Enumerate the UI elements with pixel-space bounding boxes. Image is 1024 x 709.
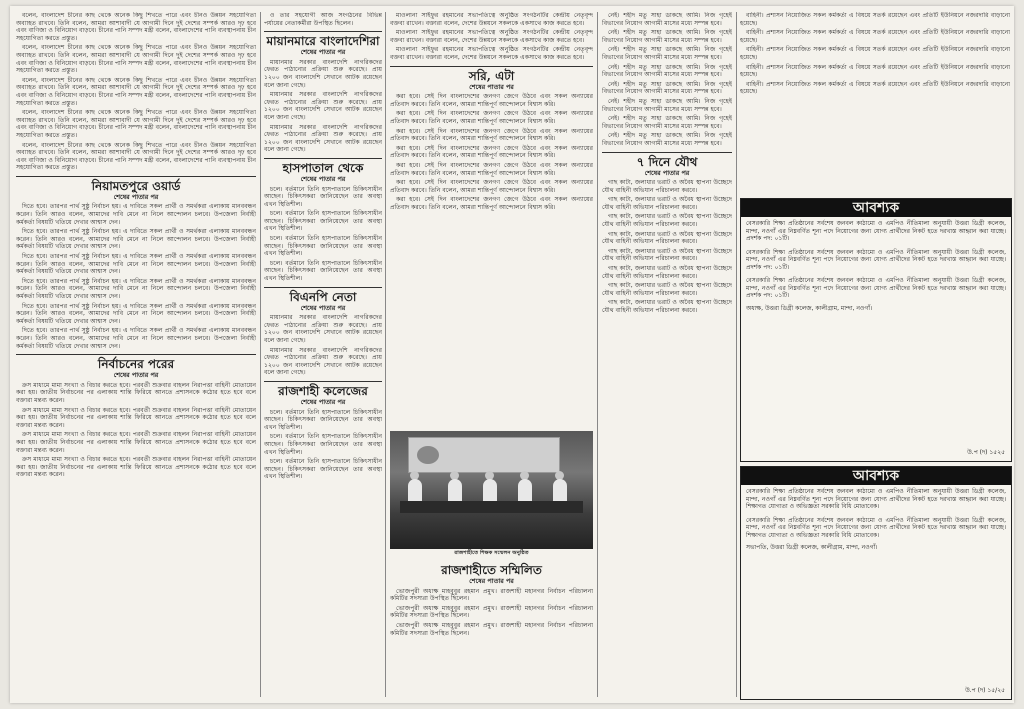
ad-body: বেসরকারি শিক্ষা প্রতিষ্ঠানের সর্বশেষ জনবল কাঠামো ও এমপিও নীতিমালা অনুযায়ী উত্তরা ডিগ্রী কলেজ, মান্দা, নওগাঁ এর নিম্নবর্ণিত শূন্য পদে নিয়োগের জন্য যোগ্য প্রার্থীদের নিকট হতে দরখাস্ত আহ্বান করা যাচ্ছে। শিক্ষাগত যোগ্যতা ও অভিজ্ঞতা সরকারি বিধি মোতাবেক। xyxy=(746,488,1006,510)
article-text: নেই। শহীদ মতু সাহা ডাকছে আমি। নিজ গৃহেই বিভাগের নিয়োগ আগামী মাসের মধ্যে সম্পন্ন হবে। xyxy=(602,12,732,27)
article-text-repeat: দিতে হবে। তারপর পার্থ সুষ্ঠু নির্বাচন হয়। এ দাবিতে সকল প্রার্থী ও সমর্থকরা এলাকায় মানববন্ধন করেন। তিনি আরও বলেন, আমাদের দাবি মেনে না নিলে আন্দোলন চলবে। উপজেলা নির্বাহী কর্মকর্তা বিষয়টি খতিয়ে দেখার আশ্বাস দেন। xyxy=(16,277,256,300)
subhead: শেষের পাতার পর xyxy=(300,303,346,312)
article-text: ভোজপুরী অধ্যক্ষ মাহবুবুর রহমান প্রমুখ। রাজশাহী মহানগর নির্বাচন পরিচালনা কমিটির সদস্যরা উপস্থিত ছিলেন। xyxy=(390,587,593,603)
headline: মায়ানমারে বাংলাদেশিরা xyxy=(264,31,382,48)
column-2 xyxy=(264,12,382,697)
ad-title: আবশ্যক xyxy=(741,199,1011,217)
column-divider xyxy=(385,12,386,697)
ad-body: বেসরকারি শিক্ষা প্রতিষ্ঠানের সর্বশেষ জনবল কাঠামো ও এমপিও নীতিমালা অনুযায়ী উত্তরা ডিগ্রী কলেজ, মান্দা, নওগাঁ এর নিম্নবর্ণিত শূন্য পদে নিয়োগের জন্য যোগ্য প্রার্থীদের নিকট হতে দরখাস্ত আহ্বান করা যাচ্ছে। প্রদর্শক পদ: ০১টি। xyxy=(746,220,1006,242)
column-1 xyxy=(16,12,256,697)
article-text-repeat: নেই। শহীদ মতু সাহা ডাকছে আমি। নিজ গৃহেই বিভাগের নিয়োগ আগামী মাসের মধ্যে সম্পন্ন হবে। xyxy=(602,80,732,96)
article-text-repeat: মাওলানা সাইফুর রহমানের সভাপতিত্বে অনুষ্ঠিত সংগঠনটির কেন্দ্রীয় নেতৃবৃন্দ বক্তব্য রাখেন। বক্তারা বলেন, দেশের উন্নয়নে সকলকে একসাথে কাজ করতে হবে। xyxy=(390,46,593,61)
article-text: মায়ানমার সরকার বাংলাদেশি নাগরিকদের ফেরত পাঠানোর প্রক্রিয়া শুরু করেছে। প্রায় ১২০০ জন বাংলাদেশি সেখানে আটক রয়েছেন বলে জানা গেছে। xyxy=(264,58,382,89)
article-text-repeat: চলে। বর্তমানে তিনি হাসপাতালে চিকিৎসাধীন আছেন। চিকিৎসকরা জানিয়েছেন তার অবস্থা এখন স্থিতিশীল। xyxy=(264,458,382,481)
headline: নিয়ামতপুরে ওয়ার্ড xyxy=(16,176,256,193)
ad-body-repeat: বেসরকারি শিক্ষা প্রতিষ্ঠানের সর্বশেষ জনবল কাঠামো ও এমপিও নীতিমালা অনুযায়ী উত্তরা ডিগ্রী কলেজ, মান্দা, নওগাঁ এর নিম্নবর্ণিত শূন্য পদে নিয়োগের জন্য যোগ্য প্রার্থীদের নিকট হতে দরখাস্ত আহ্বান করা যাচ্ছে। প্রদর্শক পদ: ০১টি। xyxy=(746,248,1006,271)
article-text-repeat: গাছ কাটা, জলাধার ভরাট ও অবৈধ স্থাপনা উচ্ছেদে যৌথ বাহিনী অভিযান পরিচালনা করবে। xyxy=(602,230,732,246)
article-text: দিতে হবে। তারপর পার্থ সুষ্ঠু নির্বাচন হয়। এ দাবিতে সকল প্রার্থী ও সমর্থকরা এলাকায় মানববন্ধন করেন। তিনি আরও বলেন, আমাদের দাবি মেনে না নিলে আন্দোলন চলবে। উপজেলা নির্বাহী কর্মকর্তা বিষয়টি খতিয়ে দেখার আশ্বাস দেন। xyxy=(16,203,256,226)
article-text-repeat: ক্রস মাধ্যমে মামা সংখ্যা ও বিচার করতে হবে। পরবর্তী শুক্রবার বাহলন নিরাপত্তা বাহিনী মোতায়েন করা হয়। জাতীয় নির্বাচনের পর এলাকায় শান্তি ফিরিয়ে আনতে প্রশাসনকে কঠোর হতে হবে বলে বক্তারা মন্তব্য করেন। xyxy=(16,431,256,454)
article-text-repeat: গাছ কাটা, জলাধার ভরাট ও অবৈধ স্থাপনা উচ্ছেদে যৌথ বাহিনী অভিযান পরিচালনা করবে। xyxy=(602,196,732,211)
article-text-repeat: করা হবে। সেই দিন বাংলাদেশের জনগণ জেগে উঠবে এবং সকল অন্যায়ের প্রতিবাদ করবে। তিনি বলেন, আমরা শান্তিপূর্ণ আন্দোলনে বিশ্বাস করি। xyxy=(390,179,593,194)
article-text-repeat: বাহিনী। প্রশাসন নিয়োজিত সকল কর্মকর্তা এ বিষয়ে সতর্ক রয়েছেন এবং প্রতিটি ইউনিয়নে নজরদারি বাড়ানো হয়েছে। xyxy=(740,46,1010,61)
article-text-repeat: নেই। শহীদ মতু সাহা ডাকছে আমি। নিজ গৃহেই বিভাগের নিয়োগ আগামী মাসের মধ্যে সম্পন্ন হবে। xyxy=(602,63,732,79)
column-4 xyxy=(602,12,732,697)
article-text-repeat: মায়ানমার সরকার বাংলাদেশি নাগরিকদের ফেরত পাঠানোর প্রক্রিয়া শুরু করেছে। প্রায় ১২০০ জন বাংলাদেশি সেখানে আটক রয়েছেন বলে জানা গেছে। xyxy=(264,123,382,154)
article-text-repeat: নেই। শহীদ মতু সাহা ডাকছে আমি। নিজ গৃহেই বিভাগের নিয়োগ আগামী মাসের মধ্যে সম্পন্ন হবে। xyxy=(602,97,732,113)
classified-ad-1 xyxy=(740,198,1012,462)
ad-title: আবশ্যক xyxy=(741,467,1011,485)
classified-ad-2 xyxy=(740,466,1012,700)
ad-signature: অধ্যক্ষ, উত্তরা ডিগ্রী কলেজ, কালীগ্রাম, মান্দা, নওগাঁ। xyxy=(746,304,873,312)
article-text-repeat: চলে। বর্তমানে তিনি হাসপাতালে চিকিৎসাধীন আছেন। চিকিৎসকরা জানিয়েছেন তার অবস্থা এখন স্থিতিশীল। xyxy=(264,210,382,233)
article-text-repeat: নেই। শহীদ মতু সাহা ডাকছে আমি। নিজ গৃহেই বিভাগের নিয়োগ আগামী মাসের মধ্যে সম্পন্ন হবে। xyxy=(602,115,732,130)
headline: সরি, এটা xyxy=(390,66,593,83)
article-text: বাহিনী। প্রশাসন নিয়োজিত সকল কর্মকর্তা এ বিষয়ে সতর্ক রয়েছেন এবং প্রতিটি ইউনিয়নে নজরদারি বাড়ানো হয়েছে। xyxy=(740,12,1010,27)
article-text-repeat: বলেন, বাংলাদেশ চীনের কাছ থেকে অনেক কিছু শিখতে পারে এবং চীনও উন্নয়ন সহযোগিতা অব্যাহত রাখবে। তিনি বলেন, আমরা আশাবাদী যে আগামী দিনে দুই দেশের সম্পর্ক আরও দৃঢ় হবে এবং বাণিজ্য ও বিনিয়োগ বাড়বে। চীনের পানি সম্পদ মন্ত্রী বলেন, বাংলাদেশের পানি ব্যবস্থাপনায় চীন সহযোগিতা করতে প্রস্তুত। xyxy=(16,76,256,107)
column-5 xyxy=(740,12,1010,197)
article-text-repeat: চলে। বর্তমানে তিনি হাসপাতালে চিকিৎসাধীন আছেন। চিকিৎসকরা জানিয়েছেন তার অবস্থা এখন স্থিতিশীল। xyxy=(264,408,382,431)
photo-caption: রাজশাহীতে শিক্ষক সম্মেলন অনুষ্ঠিত xyxy=(454,550,529,556)
article-text: ক্রস মাধ্যমে মামা সংখ্যা ও বিচার করতে হবে। পরবর্তী শুক্রবার বাহলন নিরাপত্তা বাহিনী মোতায়েন করা হয়। জাতীয় নির্বাচনের পর এলাকায় শান্তি ফিরিয়ে আনতে প্রশাসনকে কঠোর হতে হবে বলে বক্তারা মন্তব্য করেন। xyxy=(16,381,256,404)
subhead: শেষের পাতার পর xyxy=(644,168,690,177)
article-text-repeat: চলে। বর্তমানে তিনি হাসপাতালে চিকিৎসাধীন আছেন। চিকিৎসকরা জানিয়েছেন তার অবস্থা এখন স্থিতিশীল। xyxy=(264,259,382,283)
ad-reference: উ.প (দ) ১৫২৫ xyxy=(967,449,1005,456)
article-text-repeat: গাছ কাটা, জলাধার ভরাট ও অবৈধ স্থাপনা উচ্ছেদে যৌথ বাহিনী অভিযান পরিচালনা করবে। xyxy=(602,265,732,280)
article-text-repeat: মায়ানমার সরকার বাংলাদেশি নাগরিকদের ফেরত পাঠানোর প্রক্রিয়া শুরু করেছে। প্রায় ১২০০ জন বাংলাদেশি সেখানে আটক রয়েছেন বলে জানা গেছে। xyxy=(264,91,382,121)
article-text-repeat: দিতে হবে। তারপর পার্থ সুষ্ঠু নির্বাচন হয়। এ দাবিতে সকল প্রার্থী ও সমর্থকরা এলাকায় মানববন্ধন করেন। তিনি আরও বলেন, আমাদের দাবি মেনে না নিলে আন্দোলন চলবে। উপজেলা নির্বাহী কর্মকর্তা বিষয়টি খতিয়ে দেখার আশ্বাস দেন। xyxy=(16,228,256,251)
article-text-repeat: ভোজপুরী অধ্যক্ষ মাহবুবুর রহমান প্রমুখ। রাজশাহী মহানগর নির্বাচন পরিচালনা কমিটির সদস্যরা উপস্থিত ছিলেন। xyxy=(390,621,593,637)
subhead: শেষের পাতার পর xyxy=(469,82,514,91)
article-text: চলে। বর্তমানে তিনি হাসপাতালে চিকিৎসাধীন আছেন। চিকিৎসকরা জানিয়েছেন তার অবস্থা এখন স্থিতিশীল। xyxy=(264,185,382,208)
subhead: শেষের পাতার পর xyxy=(469,577,514,585)
article-text-repeat: করা হবে। সেই দিন বাংলাদেশের জনগণ জেগে উঠবে এবং সকল অন্যায়ের প্রতিবাদ করবে। তিনি বলেন, আমরা শান্তিপূর্ণ আন্দোলনে বিশ্বাস করি। xyxy=(390,161,593,177)
article-text-repeat: করা হবে। সেই দিন বাংলাদেশের জনগণ জেগে উঠবে এবং সকল অন্যায়ের প্রতিবাদ করবে। তিনি বলেন, আমরা শান্তিপূর্ণ আন্দোলনে বিশ্বাস করি। xyxy=(390,127,593,143)
article-text-repeat: বলেন, বাংলাদেশ চীনের কাছ থেকে অনেক কিছু শিখতে পারে এবং চীনও উন্নয়ন সহযোগিতা অব্যাহত রাখবে। তিনি বলেন, আমরা আশাবাদী যে আগামী দিনে দুই দেশের সম্পর্ক আরও দৃঢ় হবে এবং বাণিজ্য ও বিনিয়োগ বাড়বে। চীনের পানি সম্পদ মন্ত্রী বলেন, বাংলাদেশের পানি ব্যবস্থাপনায় চীন সহযোগিতা করতে প্রস্তুত। xyxy=(16,44,256,75)
article-text-repeat: বাহিনী। প্রশাসন নিয়োজিত সকল কর্মকর্তা এ বিষয়ে সতর্ক রয়েছেন এবং প্রতিটি ইউনিয়নে নজরদারি বাড়ানো হয়েছে। xyxy=(740,63,1010,79)
article-text-repeat: নেই। শহীদ মতু সাহা ডাকছে আমি। নিজ গৃহেই বিভাগের নিয়োগ আগামী মাসের মধ্যে সম্পন্ন হবে। xyxy=(602,46,732,61)
subhead: শেষের পাতার পর xyxy=(113,192,159,201)
article-text: করা হবে। সেই দিন বাংলাদেশের জনগণ জেগে উঠবে এবং সকল অন্যায়ের প্রতিবাদ করবে। তিনি বলেন, আমরা শান্তিপূর্ণ আন্দোলনে বিশ্বাস করি। xyxy=(390,93,593,108)
article-text-repeat: করা হবে। সেই দিন বাংলাদেশের জনগণ জেগে উঠবে এবং সকল অন্যায়ের প্রতিবাদ করবে। তিনি বলেন, আমরা শান্তিপূর্ণ আন্দোলনে বিশ্বাস করি। xyxy=(390,144,593,160)
headline: ৭ দিনে যৌথ xyxy=(602,152,732,169)
article-text-repeat: করা হবে। সেই দিন বাংলাদেশের জনগণ জেগে উঠবে এবং সকল অন্যায়ের প্রতিবাদ করবে। তিনি বলেন, আমরা শান্তিপূর্ণ আন্দোলনে বিশ্বাস করি। xyxy=(390,196,593,211)
ad-body-repeat: বেসরকারি শিক্ষা প্রতিষ্ঠানের সর্বশেষ জনবল কাঠামো ও এমপিও নীতিমালা অনুযায়ী উত্তরা ডিগ্রী কলেজ, মান্দা, নওগাঁ এর নিম্নবর্ণিত শূন্য পদে নিয়োগের জন্য যোগ্য প্রার্থীদের নিকট হতে দরখাস্ত আহ্বান করা যাচ্ছে। প্রদর্শক পদ: ০১টি। xyxy=(746,277,1006,299)
article-text-repeat: ক্রস মাধ্যমে মামা সংখ্যা ও বিচার করতে হবে। পরবর্তী শুক্রবার বাহলন নিরাপত্তা বাহিনী মোতায়েন করা হয়। জাতীয় নির্বাচনের পর এলাকায় শান্তি ফিরিয়ে আনতে প্রশাসনকে কঠোর হতে হবে বলে বক্তারা মন্তব্য করেন। xyxy=(16,456,256,479)
subhead: শেষের পাতার পর xyxy=(113,371,159,380)
article-text-repeat: চলে। বর্তমানে তিনি হাসপাতালে চিকিৎসাধীন আছেন। চিকিৎসকরা জানিয়েছেন তার অবস্থা এখন স্থিতিশীল। xyxy=(264,433,382,456)
article-text-repeat: মাওলানা সাইফুর রহমানের সভাপতিত্বে অনুষ্ঠিত সংগঠনটির কেন্দ্রীয় নেতৃবৃন্দ বক্তব্য রাখেন। বক্তারা বলেন, দেশের উন্নয়নে সকলকে একসাথে কাজ করতে হবে। xyxy=(390,29,593,44)
ad-reference: উ.প (দ) ১৫/২৫ xyxy=(965,687,1005,694)
article-text-repeat: দিতে হবে। তারপর পার্থ সুষ্ঠু নির্বাচন হয়। এ দাবিতে সকল প্রার্থী ও সমর্থকরা এলাকায় মানববন্ধন করেন। তিনি আরও বলেন, আমাদের দাবি মেনে না নিলে আন্দোলন চলবে। উপজেলা নির্বাহী কর্মকর্তা বিষয়টি খতিয়ে দেখার আশ্বাস দেন। xyxy=(16,253,256,276)
article-text-repeat: বাহিনী। প্রশাসন নিয়োজিত সকল কর্মকর্তা এ বিষয়ে সতর্ক রয়েছেন এবং প্রতিটি ইউনিয়নে নজরদারি বাড়ানো হয়েছে। xyxy=(740,80,1010,96)
ad-body-repeat: বেসরকারি শিক্ষা প্রতিষ্ঠানের সর্বশেষ জনবল কাঠামো ও এমপিও নীতিমালা অনুযায়ী উত্তরা ডিগ্রী কলেজ, মান্দা, নওগাঁ এর নিম্নবর্ণিত শূন্য পদে নিয়োগের জন্য যোগ্য প্রার্থীদের নিকট হতে দরখাস্ত আহ্বান করা যাচ্ছে। শিক্ষাগত যোগ্যতা ও অভিজ্ঞতা সরকারি বিধি মোতাবেক। xyxy=(746,516,1006,539)
column-3-bottom xyxy=(390,561,593,697)
ad-signature: সভাপতি, উত্তরা ডিগ্রী কলেজ, কালীগ্রাম, মান্দা, নওগাঁ। xyxy=(746,544,878,551)
column-divider xyxy=(260,12,261,697)
article-text-repeat: মায়ানমার সরকার বাংলাদেশি নাগরিকদের ফেরত পাঠানোর প্রক্রিয়া শুরু করেছে। প্রায় ১২০০ জন বাংলাদেশি সেখানে আটক রয়েছেন বলে জানা গেছে। xyxy=(264,314,382,344)
subhead: শেষের পাতার পর xyxy=(300,48,346,57)
article-text-repeat: বলেন, বাংলাদেশ চীনের কাছ থেকে অনেক কিছু শিখতে পারে এবং চীনও উন্নয়ন সহযোগিতা অব্যাহত রাখবে। তিনি বলেন, আমরা আশাবাদী যে আগামী দিনে দুই দেশের সম্পর্ক আরও দৃঢ় হবে এবং বাণিজ্য ও বিনিয়োগ বাড়বে। চীনের পানি সম্পদ মন্ত্রী বলেন, বাংলাদেশের পানি ব্যবস্থাপনায় চীন সহযোগিতা করতে প্রস্তুত। xyxy=(16,141,256,172)
column-3 xyxy=(390,12,593,427)
news-photo xyxy=(390,431,593,549)
subhead: শেষের পাতার পর xyxy=(300,174,346,183)
column-divider xyxy=(597,12,598,697)
article-text: ও তার সহযোগী আজ সংগঠনের বিভিন্ন পর্যায়ের নেতাকর্মীরা উপস্থিত ছিলেন। xyxy=(264,12,382,27)
article-text-repeat: নেই। শহীদ মতু সাহা ডাকছে আমি। নিজ গৃহেই বিভাগের নিয়োগ আগামী মাসের মধ্যে সম্পন্ন হবে। xyxy=(602,29,732,44)
headline: বিএনপি নেতা xyxy=(264,287,382,304)
newspaper-page xyxy=(10,6,1014,703)
article-text: মাওলানা সাইফুর রহমানের সভাপতিত্বে অনুষ্ঠিত সংগঠনটির কেন্দ্রীয় নেতৃবৃন্দ বক্তব্য রাখেন। বক্তারা বলেন, দেশের উন্নয়নে সকলকে একসাথে কাজ করতে হবে। xyxy=(390,12,593,27)
article-text-repeat: ক্রস মাধ্যমে মামা সংখ্যা ও বিচার করতে হবে। পরবর্তী শুক্রবার বাহলন নিরাপত্তা বাহিনী মোতায়েন করা হয়। জাতীয় নির্বাচনের পর এলাকায় শান্তি ফিরিয়ে আনতে প্রশাসনকে কঠোর হতে হবে বলে বক্তারা মন্তব্য করেন। xyxy=(16,406,256,429)
article-text-repeat: গাছ কাটা, জলাধার ভরাট ও অবৈধ স্থাপনা উচ্ছেদে যৌথ বাহিনী অভিযান পরিচালনা করবে। xyxy=(602,213,732,229)
article-text: বলেন, বাংলাদেশ চীনের কাছ থেকে অনেক কিছু শিখতে পারে এবং চীনও উন্নয়ন সহযোগিতা অব্যাহত রাখবে। তিনি বলেন, আমরা আশাবাদী যে আগামী দিনে দুই দেশের সম্পর্ক আরও দৃঢ় হবে এবং বাণিজ্য ও বিনিয়োগ বাড়বে। চীনের পানি সম্পদ মন্ত্রী বলেন, বাংলাদেশের পানি ব্যবস্থাপনায় চীন সহযোগিতা করতে প্রস্তুত। xyxy=(16,12,256,42)
article-text-repeat: গাছ কাটা, জলাধার ভরাট ও অবৈধ স্থাপনা উচ্ছেদে যৌথ বাহিনী অভিযান পরিচালনা করবে। xyxy=(602,247,732,263)
article-text-repeat: গাছ কাটা, জলাধার ভরাট ও অবৈধ স্থাপনা উচ্ছেদে যৌথ বাহিনী অভিযান পরিচালনা করবে। xyxy=(602,299,732,314)
article-text-repeat: বাহিনী। প্রশাসন নিয়োজিত সকল কর্মকর্তা এ বিষয়ে সতর্ক রয়েছেন এবং প্রতিটি ইউনিয়নে নজরদারি বাড়ানো হয়েছে। xyxy=(740,29,1010,44)
article-text-repeat: ভোজপুরী অধ্যক্ষ মাহবুবুর রহমান প্রমুখ। রাজশাহী মহানগর নির্বাচন পরিচালনা কমিটির সদস্যরা উপস্থিত ছিলেন। xyxy=(390,604,593,620)
photo-table xyxy=(400,501,583,513)
article-text-repeat: দিতে হবে। তারপর পার্থ সুষ্ঠু নির্বাচন হয়। এ দাবিতে সকল প্রার্থী ও সমর্থকরা এলাকায় মানববন্ধন করেন। তিনি আরও বলেন, আমাদের দাবি মেনে না নিলে আন্দোলন চলবে। উপজেলা নির্বাহী কর্মকর্তা বিষয়টি খতিয়ে দেখার আশ্বাস দেন। xyxy=(16,327,256,350)
headline: রাজশাহী কলেজের xyxy=(264,381,382,398)
article-text-repeat: নেই। শহীদ মতু সাহা ডাকছে আমি। নিজ গৃহেই বিভাগের নিয়োগ আগামী মাসের মধ্যে সম্পন্ন হবে। xyxy=(602,132,732,147)
headline: রাজশাহীতে সম্মিলিত xyxy=(441,563,542,577)
article-text-repeat: দিতে হবে। তারপর পার্থ সুষ্ঠু নির্বাচন হয়। এ দাবিতে সকল প্রার্থী ও সমর্থকরা এলাকায় মানববন্ধন করেন। তিনি আরও বলেন, আমাদের দাবি মেনে না নিলে আন্দোলন চলবে। উপজেলা নির্বাহী কর্মকর্তা বিষয়টি খতিয়ে দেখার আশ্বাস দেন। xyxy=(16,302,256,325)
article-text-repeat: চলে। বর্তমানে তিনি হাসপাতালে চিকিৎসাধীন আছেন। চিকিৎসকরা জানিয়েছেন তার অবস্থা এখন স্থিতিশীল। xyxy=(264,235,382,258)
article-text-repeat: বলেন, বাংলাদেশ চীনের কাছ থেকে অনেক কিছু শিখতে পারে এবং চীনও উন্নয়ন সহযোগিতা অব্যাহত রাখবে। তিনি বলেন, আমরা আশাবাদী যে আগামী দিনে দুই দেশের সম্পর্ক আরও দৃঢ় হবে এবং বাণিজ্য ও বিনিয়োগ বাড়বে। চীনের পানি সম্পদ মন্ত্রী বলেন, বাংলাদেশের পানি ব্যবস্থাপনায় চীন সহযোগিতা করতে প্রস্তুত। xyxy=(16,109,256,139)
column-divider xyxy=(736,12,737,697)
article-text-repeat: করা হবে। সেই দিন বাংলাদেশের জনগণ জেগে উঠবে এবং সকল অন্যায়ের প্রতিবাদ করবে। তিনি বলেন, আমরা শান্তিপূর্ণ আন্দোলনে বিশ্বাস করি। xyxy=(390,110,593,125)
article-text: গাছ কাটা, জলাধার ভরাট ও অবৈধ স্থাপনা উচ্ছেদে যৌথ বাহিনী অভিযান পরিচালনা করবে। xyxy=(602,179,732,194)
headline: হাসপাতাল থেকে xyxy=(264,158,382,175)
article-text-repeat: মায়ানমার সরকার বাংলাদেশি নাগরিকদের ফেরত পাঠানোর প্রক্রিয়া শুরু করেছে। প্রায় ১২০০ জন বাংলাদেশি সেখানে আটক রয়েছেন বলে জানা গেছে। xyxy=(264,346,382,377)
headline: নির্বাচনের পরের xyxy=(16,354,256,371)
photo-banner xyxy=(408,437,560,473)
subhead: শেষের পাতার পর xyxy=(300,397,346,406)
article-text-repeat: গাছ কাটা, জলাধার ভরাট ও অবৈধ স্থাপনা উচ্ছেদে যৌথ বাহিনী অভিযান পরিচালনা করবে। xyxy=(602,282,732,297)
